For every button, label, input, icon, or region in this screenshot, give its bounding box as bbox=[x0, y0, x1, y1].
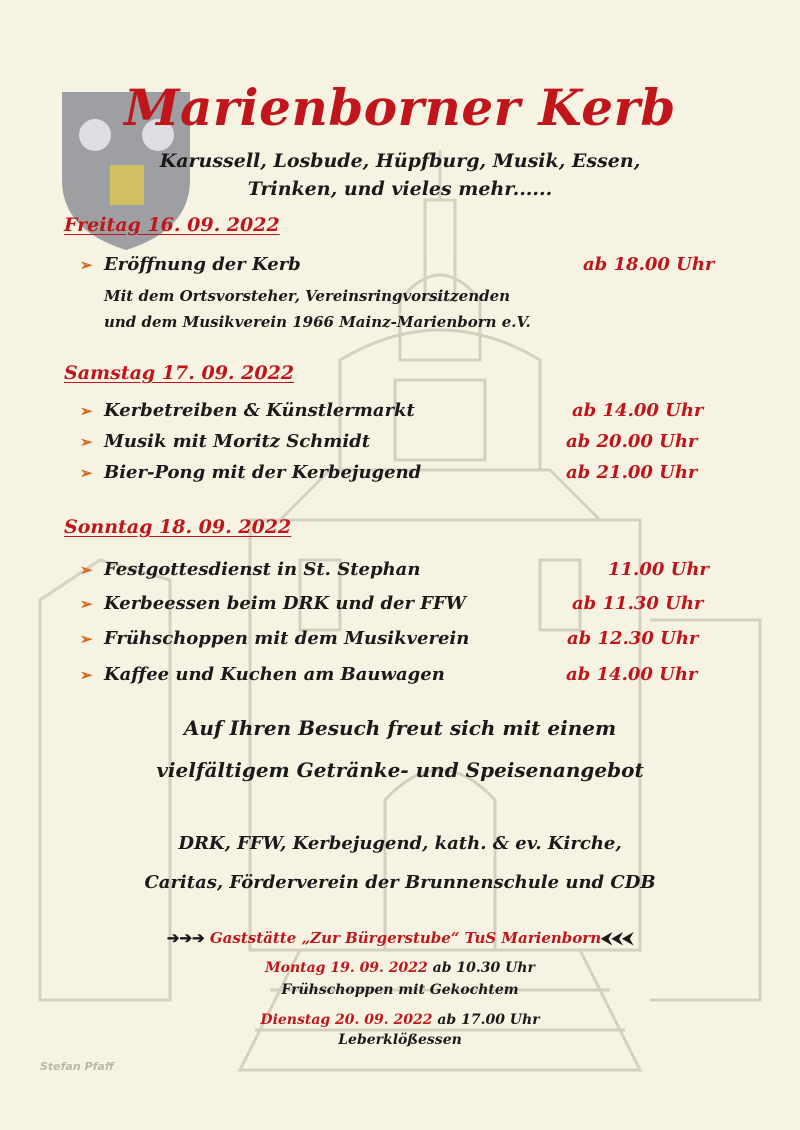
monday-description: Frühschoppen mit Gekochtem bbox=[281, 982, 519, 998]
event-time: ab 18.00 Uhr bbox=[583, 254, 715, 275]
bullet-arrow-icon: ➢ bbox=[80, 433, 93, 451]
event-time: ab 12.30 Uhr bbox=[567, 628, 699, 649]
bullet-arrow-icon: ➢ bbox=[80, 666, 93, 684]
sunday-heading: Sonntag 18. 09. 2022 bbox=[64, 516, 292, 538]
arrow-left-icon: ⮜⮜⮜ bbox=[601, 929, 634, 947]
event-time: ab 20.00 Uhr bbox=[566, 431, 698, 452]
event-time: 11.00 Uhr bbox=[608, 559, 709, 580]
event-label: Bier-Pong mit der Kerbejugend bbox=[104, 462, 422, 483]
tuesday-line bbox=[0, 1012, 800, 1028]
page-title: Marienborner Kerb bbox=[124, 78, 676, 137]
event-label: Festgottesdienst in St. Stephan bbox=[104, 559, 421, 580]
welcome-line-1: Auf Ihren Besuch freut sich mit einem bbox=[183, 716, 617, 740]
sunday-item bbox=[80, 593, 466, 614]
bullet-arrow-icon: ➢ bbox=[80, 256, 93, 274]
bullet-arrow-icon: ➢ bbox=[80, 402, 93, 420]
subtitle-line-1: Karussell, Losbude, Hüpfburg, Musik, Essen, bbox=[159, 150, 641, 172]
friday-note-line-1: Mit dem Ortsvorsteher, Vereinsringvorsitzenden bbox=[104, 287, 511, 305]
saturday-heading: Samstag 17. 09. 2022 bbox=[64, 362, 295, 384]
event-label: Frühschoppen mit dem Musikverein bbox=[104, 628, 470, 649]
organisers-line-2: Caritas, Förderverein der Brunnenschule und CDB bbox=[144, 872, 656, 893]
event-time: ab 14.00 Uhr bbox=[572, 400, 704, 421]
monday-date: Montag 19. 09. 2022 bbox=[265, 960, 428, 976]
event-label: Kerbetreiben & Künstlermarkt bbox=[104, 400, 415, 421]
bullet-arrow-icon: ➢ bbox=[80, 630, 93, 648]
bullet-arrow-icon: ➢ bbox=[80, 464, 93, 482]
sunday-item bbox=[80, 559, 420, 580]
event-label: Eröffnung der Kerb bbox=[104, 254, 301, 275]
event-time: ab 14.00 Uhr bbox=[566, 664, 698, 685]
venue-name: Gaststätte „Zur Bürgerstube“ TuS Marienborn bbox=[209, 929, 602, 947]
tuesday-date: Dienstag 20. 09. 2022 bbox=[260, 1012, 433, 1028]
tuesday-description: Leberklößessen bbox=[338, 1032, 462, 1048]
bullet-arrow-icon: ➢ bbox=[80, 595, 93, 613]
sunday-item bbox=[80, 628, 469, 649]
saturday-item bbox=[80, 400, 415, 421]
subtitle-line-2: Trinken, und vieles mehr...... bbox=[247, 178, 553, 200]
event-label: Kerbeessen beim DRK und der FFW bbox=[104, 593, 467, 614]
event-time: ab 21.00 Uhr bbox=[566, 462, 698, 483]
bullet-arrow-icon: ➢ bbox=[80, 561, 93, 579]
friday-heading: Freitag 16. 09. 2022 bbox=[64, 214, 280, 236]
monday-time: ab 10.30 Uhr bbox=[432, 960, 535, 976]
event-time: ab 11.30 Uhr bbox=[572, 593, 704, 614]
saturday-item bbox=[80, 462, 421, 483]
monday-line bbox=[0, 960, 800, 976]
arrow-right-icon: ➔➔➔ bbox=[166, 929, 205, 947]
friday-note-line-2: und dem Musikverein 1966 Mainz-Marienborn e.V. bbox=[104, 313, 531, 331]
event-label: Kaffee und Kuchen am Bauwagen bbox=[104, 664, 445, 685]
saturday-item bbox=[80, 431, 370, 452]
welcome-line-2: vielfältigem Getränke- und Speisenangebot bbox=[156, 758, 644, 782]
sunday-item bbox=[80, 664, 445, 685]
friday-item bbox=[80, 254, 301, 275]
event-label: Musik mit Moritz Schmidt bbox=[104, 431, 371, 452]
organisers-line-1: DRK, FFW, Kerbejugend, kath. & ev. Kirche, bbox=[178, 833, 622, 854]
venue-line bbox=[0, 929, 800, 947]
tuesday-time: ab 17.00 Uhr bbox=[437, 1012, 540, 1028]
svg-text:Stefan Pfaff: Stefan Pfaff bbox=[40, 1060, 114, 1073]
